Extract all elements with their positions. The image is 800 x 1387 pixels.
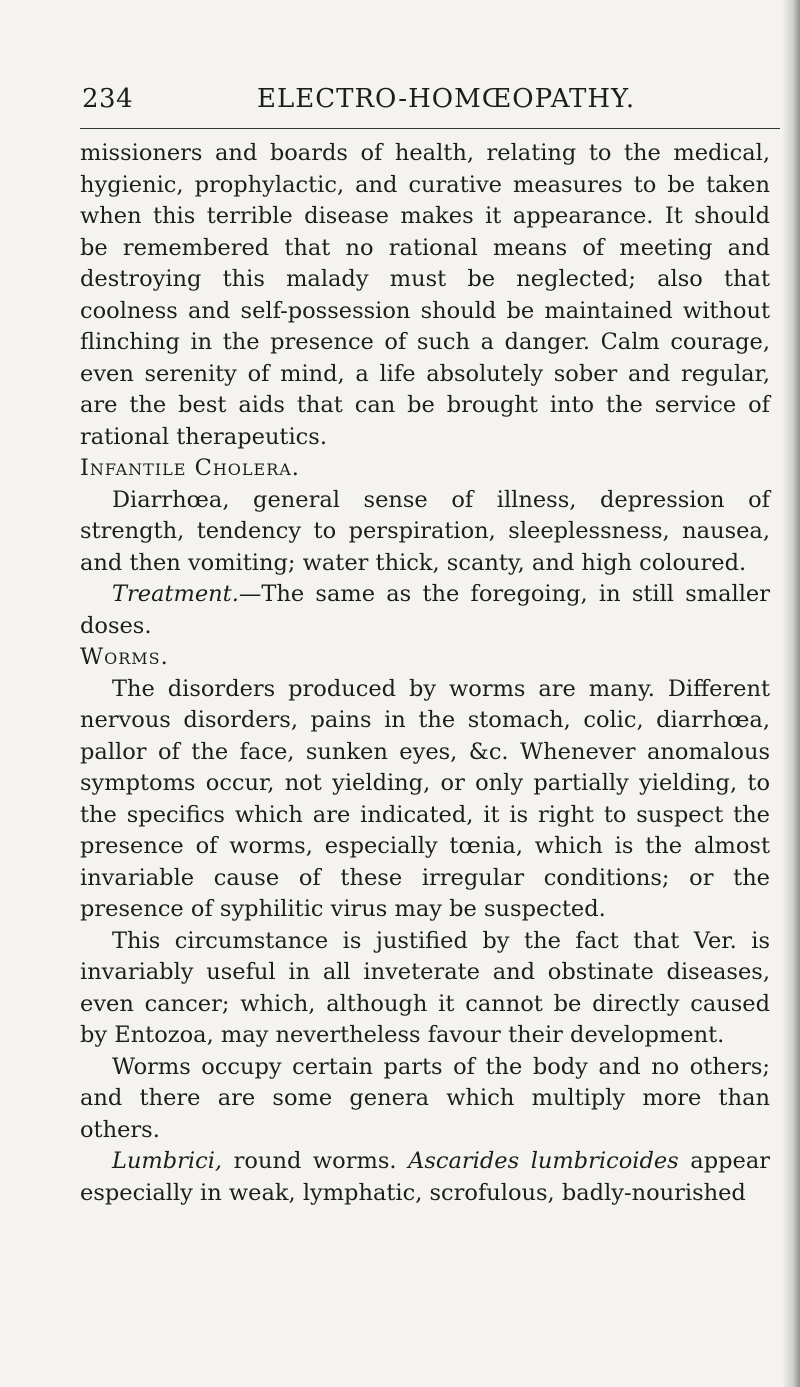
paragraph-circumstance: This circumstance is justified by the fact that Ver. is invariably useful in all inveterate and obstinate diseases, even cancer; which, although it cannot be directly caused by Entozoa, may nevertheless favour their development. xyxy=(80,927,770,1048)
page-edge-shadow xyxy=(782,0,800,1387)
paragraph-treatment xyxy=(80,579,770,642)
heading-worms: Worms. xyxy=(80,644,169,670)
paragraph-worms-disorders: The disorders produced by worms are many. Different nervous disorders, pains in the stomach, colic, diarrhœa, pallor of the face, sunken eyes, &c. Whenever anomalous symptoms occur, not yielding, or only partially yielding, to the specifics which are indicated, it is right to suspect the presence of worms, especially tœnia, which is the almost invariable cause of these irregular conditions; or the presence of syphilitic virus may be suspected. xyxy=(80,675,770,922)
page-number: 234 xyxy=(82,84,134,114)
term-lumbrici: Lumbrici, xyxy=(112,1148,223,1174)
treatment-label: Treatment. xyxy=(112,581,239,607)
lumbrici-end: appear especially in weak, lymphatic, scrofulous, badly-nourished xyxy=(80,1148,771,1206)
lumbrici-mid: round worms. xyxy=(222,1148,409,1174)
header-rule xyxy=(80,128,780,129)
heading-infantile-cholera: Infantile Cholera. xyxy=(80,455,300,481)
paragraph-worms-occupy: Worms occupy certain parts of the body and no others; and there are some genera which multiply more than others. xyxy=(80,1053,770,1143)
paragraph-lumbrici xyxy=(80,1146,770,1209)
running-title: ELECTRO-HOMŒOPATHY. xyxy=(257,84,636,114)
treatment-text: —The same as the foregoing, in still smaller doses. xyxy=(80,581,770,639)
term-ascarides: Ascarides lumbricoides xyxy=(408,1148,679,1174)
running-head xyxy=(82,84,782,124)
paragraph-symptoms: Diarrhœa, general sense of illness, depression of strength, tendency to perspiration, sleeplessness, nausea, and then vomiting; water thick, scanty, and high coloured. xyxy=(80,486,770,576)
page-body xyxy=(80,138,770,1209)
paragraph-continuation: missioners and boards of health, relating to the medical, hygienic, prophylactic, and curative measures to be taken when this terrible disease makes it appearance. It should be remembered that no rational means of meeting and destroying this malady must be neglected; also that coolness and self-possession should be maintained without flinching in the presence of such a danger. Calm courage, even serenity of mind, a life absolutely sober and regular, are the best aids that can be brought into the service of rational therapeutics. xyxy=(80,140,770,450)
